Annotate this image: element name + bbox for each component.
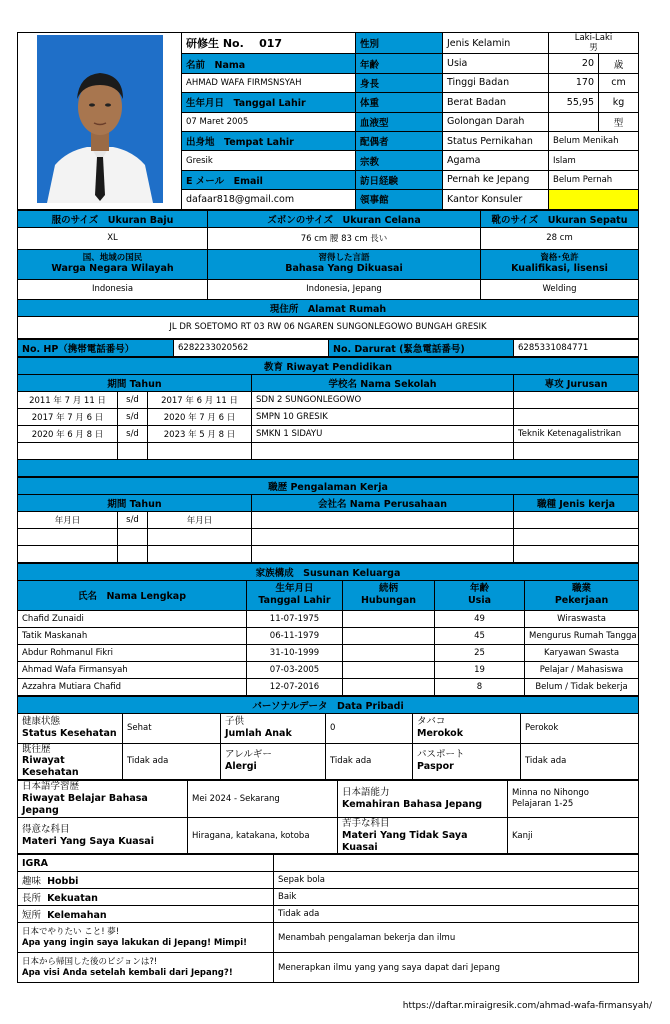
edu-major: [514, 391, 639, 408]
smoke-value: Perokok: [521, 713, 639, 743]
jlearn-label-id: Riwayat Belajar Bahasa Jepang: [22, 793, 148, 816]
phone-table: [17, 339, 639, 357]
profile-photo: [37, 35, 163, 203]
hobby-label: [18, 872, 274, 889]
good-label: [18, 817, 188, 854]
table-row: [18, 661, 639, 678]
edu-end: 2020 年 7 月 6 日: [148, 408, 252, 425]
children-label-jp: 子供: [225, 716, 245, 728]
jskill-label-id: Kemahiran Bahasa Jepang: [342, 798, 483, 810]
jlearn-label-jp: 日本語学習歴: [22, 781, 80, 793]
address-label: 現住所 Alamat Rumah: [18, 299, 639, 316]
jlearn-value: Mei 2024 - Sekarang: [188, 781, 338, 818]
education-table: [17, 357, 639, 477]
vision-label: [18, 953, 274, 983]
edu-school: SMKN 1 SIDAYU: [252, 425, 514, 442]
family-job: Mengurus Rumah Tangga: [525, 627, 639, 644]
family-job-header: [525, 580, 639, 610]
family-dob: 31-10-1999: [247, 644, 343, 661]
family-dob-header-jp: 生年月日: [275, 583, 314, 595]
pob-value: Gresik: [182, 151, 356, 170]
family-rel: [343, 627, 435, 644]
name-value: AHMAD WAFA FIRMSNSYAH: [182, 73, 356, 92]
family-rel: [343, 644, 435, 661]
blood-value: [549, 112, 599, 131]
history-label-id: Riwayat Kesehatan: [22, 755, 79, 779]
gender-value-id: Laki-Laki: [574, 33, 613, 43]
table-row: [18, 391, 639, 408]
table-row: [18, 425, 639, 442]
visit-field: Pernah ke Jepang: [443, 170, 549, 189]
family-job-header-id: Pekerjaan: [554, 595, 609, 606]
allergy-label: [221, 743, 326, 780]
language-value: Indonesia, Jepang: [208, 279, 481, 299]
qualification-label: [481, 249, 639, 279]
dream-value: Menambah pengalaman bekerja dan ilmu: [274, 923, 639, 953]
family-job: Pelajar / Mahasiswa: [525, 661, 639, 678]
cv-form: [17, 32, 638, 983]
weak-label: [338, 817, 508, 854]
country-value: Indonesia: [18, 279, 208, 299]
allergy-label-id: Alergi: [225, 761, 257, 773]
trainee-no-cell: [182, 33, 356, 54]
trainee-no-value: 017: [259, 37, 283, 51]
hobby-label-id: Hobbi: [47, 876, 79, 888]
qualification-value: Welding: [481, 279, 639, 299]
qualification-label-id: Kualifikasi, lisensi: [511, 263, 608, 275]
shirt-size-value: XL: [18, 227, 208, 249]
weakness-label-jp: 短所: [22, 910, 42, 922]
jskill-value: [508, 781, 639, 818]
jskill-value-2: Pelajaran 1-25: [512, 798, 574, 809]
gender-value-jp: 男: [589, 43, 598, 54]
table-row: [18, 511, 639, 528]
pants-size-value: 76 cm 腰 83 cm 長い: [208, 227, 481, 249]
strength-value: Baik: [274, 889, 639, 906]
religion-field: Agama: [443, 151, 549, 170]
family-age: 49: [435, 610, 525, 627]
table-row: [18, 545, 639, 562]
family-rel-header-jp: 続柄: [378, 583, 398, 595]
children-value: 0: [326, 713, 413, 743]
family-rel: [343, 610, 435, 627]
family-dob-header-id: Tanggal Lahir: [258, 595, 331, 606]
children-label: [221, 713, 326, 743]
consul-field: Kantor Konsuler: [443, 190, 549, 209]
education-major-header: 専攻 Jurusan: [514, 374, 639, 391]
personal-table: [17, 696, 639, 781]
gender-label: 性別: [356, 33, 443, 54]
country-label-id: Warga Negara Wilayah: [51, 263, 174, 275]
photo-cell: [18, 33, 182, 210]
country-label-jp: 国、地域の国民: [82, 252, 143, 263]
family-age: 45: [435, 627, 525, 644]
family-job: Wiraswasta: [525, 610, 639, 627]
jskill-label: [338, 781, 508, 818]
passport-label: [413, 743, 521, 780]
family-dob: 12-07-2016: [247, 678, 343, 695]
passport-label-id: Paspor: [417, 761, 454, 773]
edu-start: 2011 年 7 月 11 日: [18, 391, 118, 408]
table-row: [18, 442, 639, 459]
pob-label: 出身地 Tempat Lahir: [182, 131, 356, 150]
allergy-value: Tidak ada: [326, 743, 413, 780]
allergy-label-jp: アレルギー: [225, 749, 272, 761]
vision-label-jp: 日本から帰国した後のビジョンは?!: [22, 957, 158, 968]
hobby-label-jp: 趣味: [22, 876, 42, 888]
family-rel: [343, 661, 435, 678]
smoke-label-id: Merokok: [417, 728, 464, 739]
hp-value: 6282233020562: [174, 339, 329, 356]
spouse-label: 配偶者: [356, 131, 443, 150]
family-age: 8: [435, 678, 525, 695]
pants-size-label: ズボンのサイズ Ukuran Celana: [208, 210, 481, 227]
work-end: 年月日: [148, 511, 252, 528]
family-age-header-id: Usia: [467, 595, 492, 606]
work-company: [252, 511, 514, 528]
gender-value: [549, 33, 639, 54]
education-school-header: 学校名 Nama Sekolah: [252, 374, 514, 391]
spouse-field: Status Pernikahan: [443, 131, 549, 150]
weak-value: Kanji: [508, 817, 639, 854]
language-label-id: Bahasa Yang Dikuasai: [285, 263, 403, 275]
emergency-value: 6285331084771: [514, 339, 639, 356]
shoe-size-label: 靴のサイズ Ukuran Sepatu: [481, 210, 639, 227]
edu-start: 2017 年 7 月 6 日: [18, 408, 118, 425]
consul-value: [549, 190, 639, 209]
spouse-value: Belum Menikah: [549, 131, 639, 150]
weight-label: 体重: [356, 93, 443, 112]
age-unit: 歳: [599, 54, 639, 73]
family-rel-header-id: Hubungan: [360, 595, 416, 606]
weakness-label: [18, 906, 274, 923]
weight-value: 55,95: [549, 93, 599, 112]
hp-label: No. HP（携帯電話番号）: [18, 339, 174, 356]
family-name: Ahmad Wafa Firmansyah: [18, 661, 247, 678]
family-dob-header: [247, 580, 343, 610]
education-spacer: [18, 459, 639, 476]
edu-school: SDN 2 SUNGONLEGOWO: [252, 391, 514, 408]
vision-label-id: Apa visi Anda setelah kembali dari Jepang?!: [22, 967, 233, 978]
work-sep: s/d: [118, 511, 148, 528]
table-row: [18, 528, 639, 545]
dream-label-jp: 日本でやりたい こと! 夢!: [22, 927, 120, 938]
table-row: [18, 644, 639, 661]
country-label: [18, 249, 208, 279]
edu-sep: s/d: [118, 391, 148, 408]
religion-value: Islam: [549, 151, 639, 170]
work-job-header: 職種 Jenis kerja: [514, 494, 639, 511]
weakness-label-id: Kelemahan: [47, 910, 107, 922]
height-unit: cm: [599, 73, 639, 92]
dream-label: [18, 923, 274, 953]
history-value: Tidak ada: [123, 743, 221, 780]
blood-field: Golongan Darah: [443, 112, 549, 131]
family-table: [17, 563, 639, 696]
edu-school: SMPN 10 GRESIK: [252, 408, 514, 425]
jlearn-label: [18, 781, 188, 818]
children-label-id: Jumlah Anak: [225, 728, 292, 739]
shoe-size-value: 28 cm: [481, 227, 639, 249]
family-age: 25: [435, 644, 525, 661]
gender-field: Jenis Kelamin: [443, 33, 549, 54]
address-value: JL DR SOETOMO RT 03 RW 06 NGAREN SUNGONLEGOWO BUNGAH GRESIK: [18, 316, 639, 338]
age-label: 年齢: [356, 54, 443, 73]
work-job: [514, 511, 639, 528]
strength-label-id: Kekuatan: [47, 893, 98, 905]
family-name: Tatik Maskanah: [18, 627, 247, 644]
self-table: [17, 854, 639, 983]
good-value: Hiragana, katakana, kotoba: [188, 817, 338, 854]
health-label-id: Status Kesehatan: [22, 728, 117, 739]
good-label-id: Materi Yang Saya Kuasai: [22, 835, 154, 847]
name-label: 名前 Nama: [182, 54, 356, 73]
consul-label: 領事館: [356, 190, 443, 209]
family-age-header-jp: 年齢: [469, 583, 489, 595]
visit-label: 訪日経験: [356, 170, 443, 189]
smoke-label-jp: タバコ: [417, 716, 446, 728]
table-row: [18, 408, 639, 425]
shirt-size-label: 服のサイズ Ukuran Baju: [18, 210, 208, 227]
table-row: [18, 627, 639, 644]
hobby-value: Sepak bola: [274, 872, 639, 889]
edu-major: Teknik Ketenagalistrikan: [514, 425, 639, 442]
height-value: 170: [549, 73, 599, 92]
trainee-no-label: 研修生 No.: [186, 37, 244, 51]
table-row: [18, 610, 639, 627]
email-label: E メール Email: [182, 170, 356, 189]
edu-start: 2020 年 6 月 8 日: [18, 425, 118, 442]
footer-url[interactable]: https://daftar.miraigresik.com/ahmad-wafa-firmansyah/: [402, 1001, 652, 1011]
family-rel: [343, 678, 435, 695]
height-field: Tinggi Badan: [443, 73, 549, 92]
family-name: Abdur Rohmanul Fikri: [18, 644, 247, 661]
dob-value: 07 Maret 2005: [182, 112, 356, 131]
work-title: 職歴 Pengalaman Kerja: [18, 477, 639, 494]
height-label: 身長: [356, 73, 443, 92]
family-dob: 07-03-2005: [247, 661, 343, 678]
family-title: 家族構成 Susunan Keluarga: [18, 563, 639, 580]
work-table: [17, 477, 639, 563]
strength-label: [18, 889, 274, 906]
jskill-label-jp: 日本語能力: [342, 787, 390, 799]
work-start: 年月日: [18, 511, 118, 528]
jskill-value-1: Minna no Nihongo: [512, 788, 589, 799]
family-name: Azzahra Mutiara Chafid: [18, 678, 247, 695]
dream-label-id: Apa yang ingin saya lakukan di Jepang! Mimpi!: [22, 937, 248, 948]
family-dob: 06-11-1979: [247, 627, 343, 644]
profile-table: [17, 32, 639, 210]
edu-end: 2017 年 6 月 11 日: [148, 391, 252, 408]
religion-label: 宗教: [356, 151, 443, 170]
family-name: Chafid Zunaidi: [18, 610, 247, 627]
edu-sep: s/d: [118, 425, 148, 442]
history-label: [18, 743, 123, 780]
work-company-header: 会社名 Nama Perusahaan: [252, 494, 514, 511]
language-label: [208, 249, 481, 279]
health-label-jp: 健康状態: [22, 716, 61, 728]
vision-value: Menerapkan ilmu yang yang saya dapat dari Jepang: [274, 953, 639, 983]
family-dob: 11-07-1975: [247, 610, 343, 627]
family-rel-header: [343, 580, 435, 610]
family-job: Karyawan Swasta: [525, 644, 639, 661]
emergency-label: No. Darurat (緊急電話番号): [329, 339, 514, 356]
history-label-jp: 既往歴: [22, 743, 51, 755]
language-table: [17, 780, 639, 854]
igra-label: IGRA: [18, 855, 274, 872]
health-label: [18, 713, 123, 743]
weak-label-id: Materi Yang Tidak Saya Kuasai: [342, 829, 468, 853]
education-period-header: 期間 Tahun: [18, 374, 252, 391]
table-row: [18, 678, 639, 695]
family-job-header-jp: 職業: [572, 583, 592, 595]
education-title: 教育 Riwayat Pendidikan: [18, 357, 639, 374]
edu-end: 2023 年 5 月 8 日: [148, 425, 252, 442]
weight-field: Berat Badan: [443, 93, 549, 112]
blood-label: 血液型: [356, 112, 443, 131]
good-label-jp: 得意な科目: [22, 823, 70, 835]
email-value: dafaar818@gmail.com: [182, 190, 356, 209]
language-label-jp: 習得した言語: [318, 252, 370, 263]
dob-label: 生年月日 Tanggal Lahir: [182, 93, 356, 112]
weakness-value: Tidak ada: [274, 906, 639, 923]
family-name-header: 氏名 Nama Lengkap: [18, 580, 247, 610]
family-age: 19: [435, 661, 525, 678]
work-period-header: 期間 Tahun: [18, 494, 252, 511]
edu-major: [514, 408, 639, 425]
weight-unit: kg: [599, 93, 639, 112]
edu-sep: s/d: [118, 408, 148, 425]
family-age-header: [435, 580, 525, 610]
personal-title: パーソナルデータ Data Pribadi: [18, 696, 639, 713]
sizes-table: [17, 210, 639, 339]
age-value: 20: [549, 54, 599, 73]
health-value: Sehat: [123, 713, 221, 743]
strength-label-jp: 長所: [22, 893, 42, 905]
smoke-label: [413, 713, 521, 743]
passport-label-jp: パスポート: [417, 749, 465, 761]
blood-unit: 型: [599, 112, 639, 131]
qualification-label-jp: 資格･免許: [540, 252, 579, 263]
weak-label-jp: 苦手な科目: [342, 817, 390, 829]
passport-value: Tidak ada: [521, 743, 639, 780]
visit-value: Belum Pernah: [549, 170, 639, 189]
family-job: Belum / Tidak bekerja: [525, 678, 639, 695]
age-field: Usia: [443, 54, 549, 73]
